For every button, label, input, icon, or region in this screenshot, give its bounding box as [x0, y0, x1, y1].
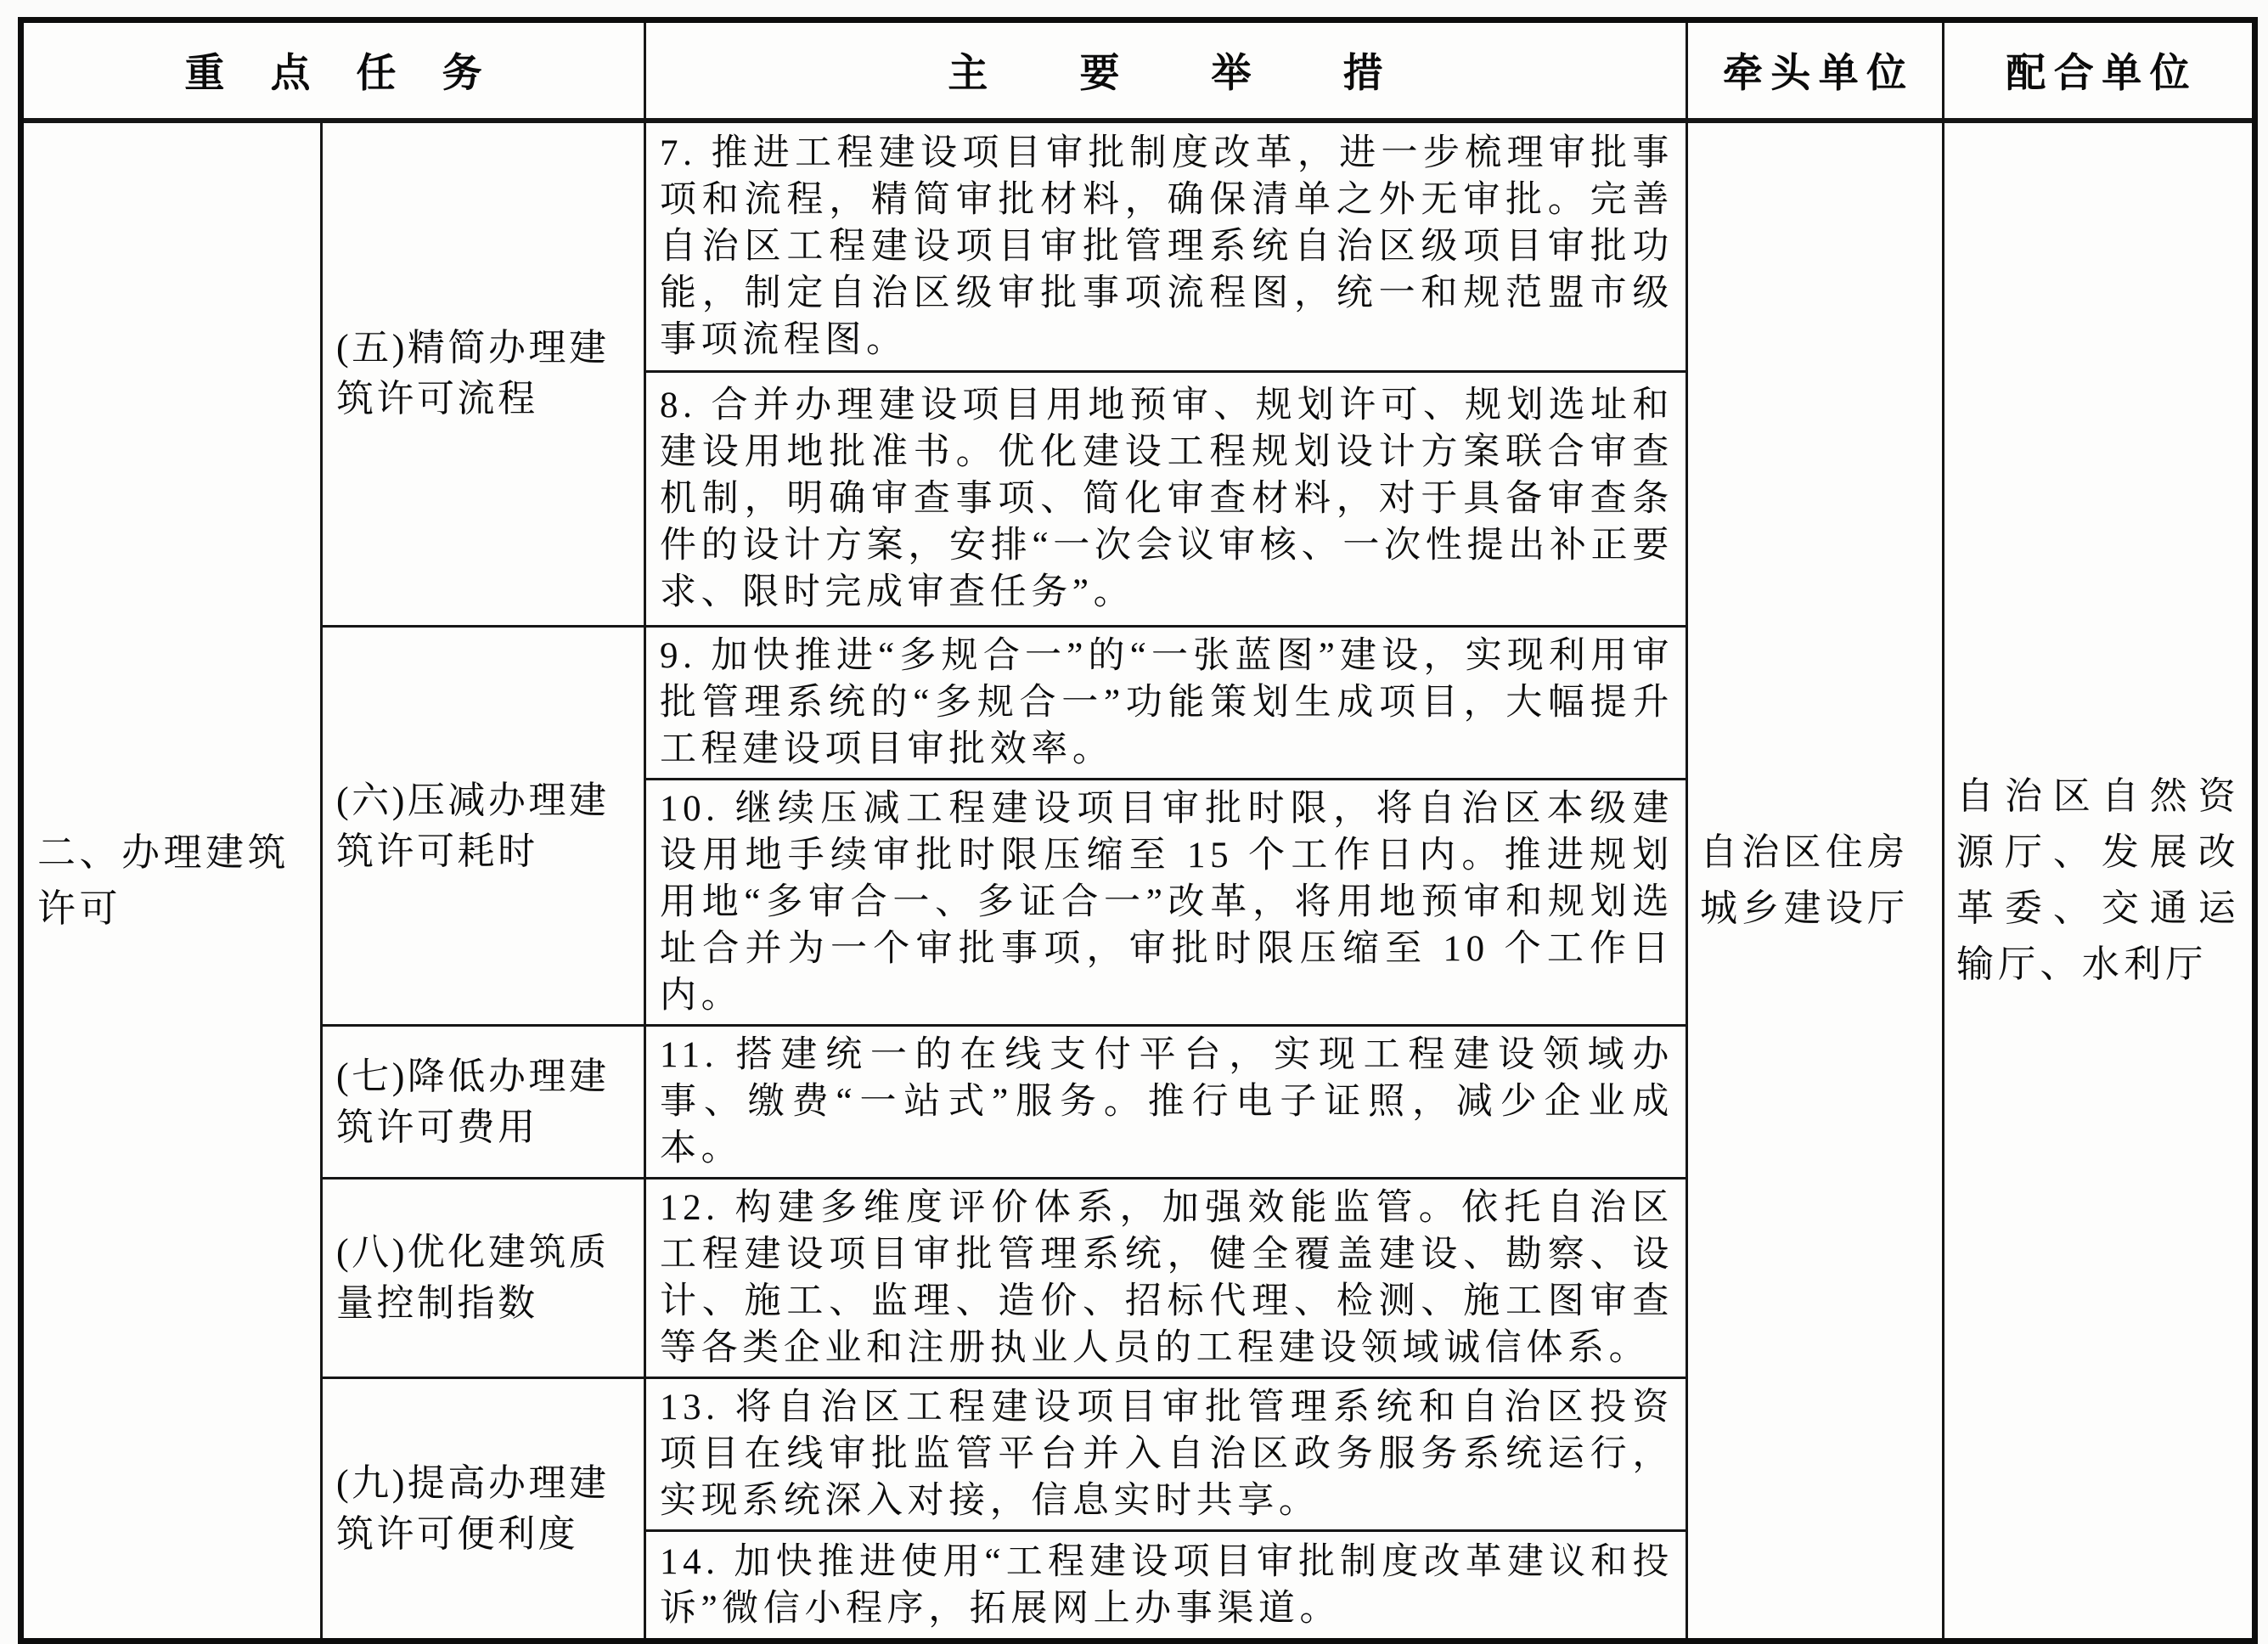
measure-cell-11: 11. 搭建统一的在线支付平台，实现工程建设领域办事、缴费“一站式”服务。推行电子证照，减少企业成本。: [645, 1026, 1687, 1179]
subtask-cell-6: (六)压减办理建筑许可耗时: [322, 627, 645, 1026]
support-unit-cell: 自治区自然资源厅、发展改革委、交通运输厅、水利厅: [1944, 121, 2255, 1641]
measure-cell-8: 8. 合并办理建设项目用地预审、规划许可、规划选址和建设用地批准书。优化建设工程规划设计方案联合审查机制，明确审查事项、简化审查材料，对于具备审查条件的设计方案，安排“一次会议审核、一次性提出补正要求、限时完成审查任务”。: [645, 372, 1687, 627]
header-key-tasks: 重点任务: [21, 20, 645, 121]
header-support-unit: 配合单位: [1944, 20, 2255, 121]
measure-cell-9: 9. 加快推进“多规合一”的“一张蓝图”建设，实现利用审批管理系统的“多规合一”功能策划生成项目，大幅提升工程建设项目审批效率。: [645, 627, 1687, 780]
task-measures-table: [18, 17, 2258, 1644]
measure-cell-12: 12. 构建多维度评价体系，加强效能监管。依托自治区工程建设项目审批管理系统，健全覆盖建设、勘察、设计、施工、监理、造价、招标代理、检测、施工图审查等各类企业和注册执业人员的工程建设领域诚信体系。: [645, 1179, 1687, 1378]
measure-cell-7: 7. 推进工程建设项目审批制度改革，进一步梳理审批事项和流程，精简审批材料，确保清单之外无审批。完善自治区工程建设项目审批管理系统自治区级项目审批功能，制定自治区级审批事项流程图，统一和规范盟市级事项流程图。: [645, 121, 1687, 372]
header-main-measures: 主要举措: [645, 20, 1687, 121]
subtask-cell-8: (八)优化建筑质量控制指数: [322, 1179, 645, 1378]
header-row: [21, 20, 2255, 121]
measure-cell-10: 10. 继续压减工程建设项目审批时限，将自治区本级建设用地手续审批时限压缩至 15 个工作日内。推进规划用地“多审合一、多证合一”改革，将用地预审和规划选址合并为一个审批事项，审批时限压缩至 10 个工作日内。: [645, 780, 1687, 1026]
table-row: [21, 121, 2255, 372]
subtask-cell-5: (五)精简办理建筑许可流程: [322, 121, 645, 627]
measure-cell-13: 13. 将自治区工程建设项目审批管理系统和自治区投资项目在线审批监管平台并入自治区政务服务系统运行，实现系统深入对接，信息实时共享。: [645, 1378, 1687, 1531]
header-lead-unit: 牵头单位: [1687, 20, 1944, 121]
lead-unit-cell: 自治区住房城乡建设厅: [1687, 121, 1944, 1641]
subtask-cell-9: (九)提高办理建筑许可便利度: [322, 1378, 645, 1641]
measure-cell-14: 14. 加快推进使用“工程建设项目审批制度改革建议和投诉”微信小程序，拓展网上办事渠道。: [645, 1531, 1687, 1641]
subtask-cell-7: (七)降低办理建筑许可费用: [322, 1026, 645, 1179]
category-cell: 二、办理建筑许可: [21, 121, 322, 1641]
